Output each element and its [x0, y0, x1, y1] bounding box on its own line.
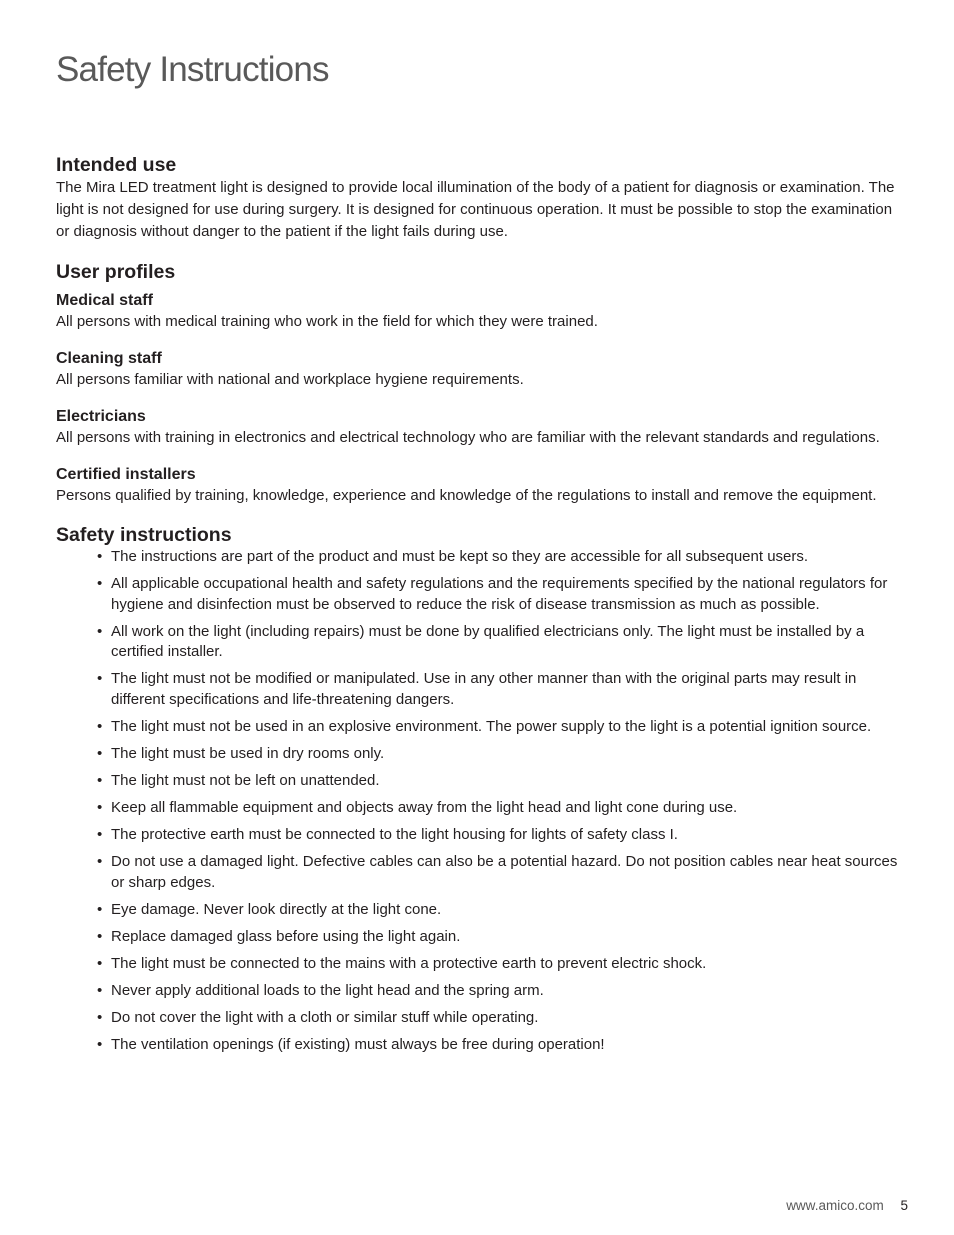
bullet-icon: • [97, 744, 103, 762]
bullet-icon: • [97, 548, 103, 565]
list-item: • The ventilation openings (if existing) must always be free during operation! [97, 1035, 898, 1056]
user-profiles-heading: User profiles [56, 261, 176, 283]
bullet-icon: • [97, 900, 103, 918]
bullet-icon: • [97, 772, 103, 790]
list-item: • The protective earth must be connected to the light housing for lights of safety class I. [97, 825, 898, 846]
list-item: • Replace damaged glass before using the light again. [97, 927, 898, 948]
list-item: • Do not use a damaged light. Defective cables can also be a potential hazard. Do not position cables near heat sources or sharp edges. [97, 853, 898, 891]
safety-instructions-heading: Safety instructions [56, 524, 232, 546]
list-item: • The light must be used in dry rooms only. [97, 744, 898, 765]
bullet-icon: • [97, 799, 103, 817]
list-item: • The light must not be modified or manipulated. Use in any other manner than with the original parts may result in different specifications and life-threatening dangers. [97, 670, 857, 708]
profile-title-cleaning-staff: Cleaning staff [56, 350, 162, 367]
bullet-icon: • [97, 955, 103, 973]
list-item: • All applicable occupational health and safety regulations and the requirements specified by the national regulators for hygiene and disinfection must be observed to reduce the risk of disease transmission as much as possible. [97, 575, 888, 613]
profile-title-electricians: Electricians [56, 408, 146, 425]
profile-text-certified-installers: Persons qualified by training, knowledge, experience and knowledge of the regulations to install and remove the equipment. [56, 487, 877, 504]
bullet-icon: • [97, 717, 103, 735]
page-footer [786, 1198, 908, 1213]
profile-text-medical-staff: All persons with medical training who work in the field for which they were trained. [56, 313, 598, 330]
bullet-icon: • [97, 1009, 103, 1027]
bullet-icon: • [97, 622, 103, 640]
list-item: • Do not cover the light with a cloth or similar stuff while operating. [97, 1008, 898, 1029]
user-profiles-section [56, 260, 898, 507]
list-item: • The light must not be left on unattended. [97, 771, 898, 792]
list-item: • The light must be connected to the mains with a protective earth to prevent electric shock. [97, 954, 898, 975]
footer-url[interactable]: www.amico.com [786, 1198, 884, 1213]
intended-use-section [56, 153, 898, 243]
bullet-icon: • [97, 1036, 103, 1054]
profile-title-certified-installers: Certified installers [56, 466, 196, 483]
bullet-icon: • [97, 853, 103, 871]
list-item: • Eye damage. Never look directly at the light cone. [97, 900, 898, 921]
intended-use-text: The Mira LED treatment light is designed to provide local illumination of the body of a patient for diagnosis or examination. The light is not designed for use during surgery. It is designed for continuous operation. It must be possible to stop the examination or diagnosis without danger to the patient if the light fails during use. [56, 179, 895, 240]
safety-instructions-list [56, 547, 898, 1056]
bullet-icon: • [97, 670, 103, 688]
intended-use-heading: Intended use [56, 154, 177, 176]
profile-text-cleaning-staff: All persons familiar with national and workplace hygiene requirements. [56, 371, 524, 388]
profile-title-medical-staff: Medical staff [56, 292, 153, 309]
bullet-icon: • [97, 982, 103, 1000]
page-title: Safety Instructions [56, 50, 329, 89]
bullet-icon: • [97, 575, 103, 593]
list-item: • The instructions are part of the product and must be kept so they are accessible for all subsequent users. [97, 547, 898, 568]
profile-text-electricians: All persons with training in electronics and electrical technology who are familiar with the relevant standards and regulations. [56, 429, 880, 446]
bullet-icon: • [97, 928, 103, 946]
list-item: • Never apply additional loads to the light head and the spring arm. [97, 981, 898, 1002]
safety-instructions-section [56, 523, 898, 1056]
document-body [56, 153, 898, 1063]
list-item: • The light must not be used in an explosive environment. The power supply to the light is a potential ignition source. [97, 717, 898, 738]
page-number: 5 [900, 1198, 908, 1213]
list-item: • All work on the light (including repairs) must be done by qualified electricians only. The light must be installed by a certified installer. [97, 622, 865, 661]
list-item: • Keep all flammable equipment and objects away from the light head and light cone during use. [97, 798, 898, 819]
bullet-icon: • [97, 826, 103, 844]
